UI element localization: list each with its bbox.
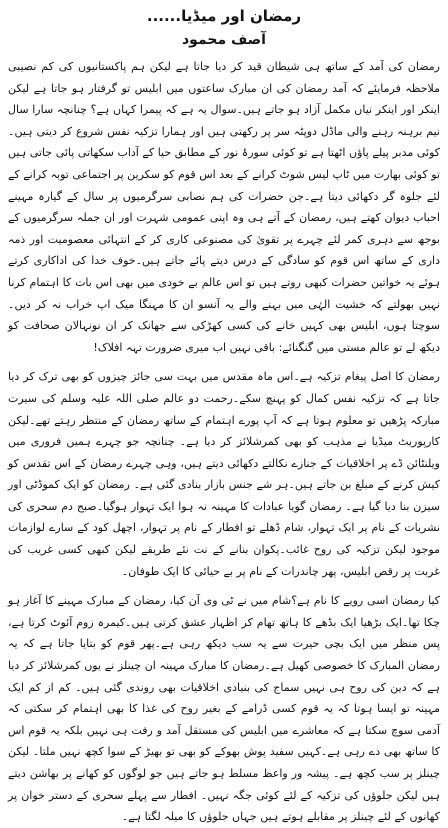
- article-body: [8, 56, 440, 828]
- article-paragraph-3: کیا رمضان اسی رویے کا نام ہے؟شام میں نے ٹی وی آن کیا، رمضان کے مبارک مہینے کا آغاز ہو چکا تھا۔ایک بڑھیا ایک بڈھے کا ہاتھ تھام کر اظہار عشق کرتی ہیں۔کیمرہ زوم آئوٹ کرتا ہے، پس منظر میں ایک بچی حیرت سے یہ سب دیکھ رہی ہے۔پھر قوم کو بتایا جاتا ہے کہ یہ رمضان المبارک کا خصوصی کھیل ہے۔رمضان کا مبارک مہینہ ان چینلز نے یوں کمرشلائز کر دیا ہے کہ دین کی روح ہی نہیں سماج کی بنیادی اخلاقیات بھی روندی گئی ہیں۔ کم از کم ایک مہینہ تو ایسا ہوتا کہ یہ قوم کسی ڈرامے کے بغیر روح کی غذا کا بھی اہتمام کر سکتی کہ آدمی سوچ سکتا ہے کہ معاشرے میں ابلیس کی مستقل آمد و رفت ہی نہیں بلکہ یہ قوم اس کا ساتھ بھی دے رہی ہے۔کہیں سفید پوش بھوکے کو بھی تو بھیڑ کے سوا کچھ نہیں ملتا۔ لیکن چینلز پر سب کچھ ہے۔ پیشہ ور واعظ مسلط ہو جاتے ہیں جو لوگوں کو کھانے پر بھاشن دیتے ہیں لیکن جلوؤں کی تزکیہ کے لئے کوئی جگہ نہیں۔ افطار سے پہلے سحری کے دستر خوان پر کھانوں کے لئے چینلز پر مقابلے ہوتے ہیں جہاں جلوؤں کا میلہ لگتا ہے۔: [8, 594, 440, 824]
- article-title: رمضان اور میڈیا......: [146, 7, 302, 25]
- article-paragraph-1: رمضان کی آمد کے ساتھ ہی شیطان قید کر دیا جاتا ہے لیکن ہم پاکستانیوں کی کم نصیبی ملاحظہ فرمایئے کہ آمد رمضان کی ان مبارک ساعتوں میں ابلیس تو گرفتار ہو جاتا ہے لیکن اینکر اور اینکر نیاں مکمل آزاد ہو جاتے ہیں۔سوال یہ ہے کہ پیمرا کہاں ہے؟ چنانچہ سارا سال نیم برہنہ رہنے والی ماڈل دوپٹہ سر پر رکھتی ہیں اور ہمارا تزکیہ نفس شروع کر دیتی ہیں۔ کوئی مدبر پیلے پاؤں اٹھتا ہے تو کوئی سورۂ نور کے مطابق حیا کے آداب سکھاتی پائی جاتی ہیں تو کوئی بھارت میں ٹاپ لیس شوٹ کرانے کے بعد اس قوم کو سکرین پر اجتماعی توبہ کرانے کے لئے جلوہ گر دکھائی دیتا ہے۔جن حضرات کی ہم نصابی سرگرمیوں پر سال کے گیارہ مہینے احباب دیوان کھتے ہیں، رمضان کے آتے ہی وہ اپنی عمومی شہرت اور ان جملہ سرگرمیوں کے بوجھ سے دہری کمر لئے چہرے پر تقویٰ کی مصنوعی کاری کر کے انتہائی معصومیت اور ذمہ داری کے ساتھ اس قوم کو سادگی کے درس دیتے پائے جاتے ہیں۔خوف خدا کی اداکاری کرتے ہوئے یہ خواتین حضرات کبھی روتے ہیں تو اس عالم بے خودی میں بھی اس بات کا اہتمام کرنا نہیں بھولتے کہ خشیت الہٰی میں بہنے والے یہ آنسو ان کا مہنگا میک اپ خراب نہ کر دیں۔سوچتا ہوں، ابلیس بھی کہیں خانے کی کسی کھڑکی سے جھانک کر ان نونہالان صحافت کو دیکھ لے تو عالم مستی میں گنگنائے: باقی نہیں اب میری ضرورت تہہ افلاک!: [8, 60, 440, 354]
- article-author: آصف محمود: [182, 32, 266, 48]
- article-paragraph-2: رمضان کا اصل پیغام تزکیہ ہے۔اس ماہ مقدس میں بہت سی جائز چیزوں کو بھی ترک کر دیا جاتا ہے کہ تزکیہ نفس کمال کو پہنچ سکے۔رحمت دو عالم صلی اللہ علیہ وسلم کی سیرت مبارکہ پڑھیں تو معلوم ہوتا ہے کہ آپ پورے اہتمام کے ساتھ رمضان کے منتظر رہتے تھے۔لیکن کارپوریٹ میڈیا نے مذہب کو بھی کمرشلائز کر دیا ہے۔ چنانچہ جو چہرے ہمیں فروری میں ویلنٹائن ڈے پر اخلاقیات کے جنازے نکالتے دکھائی دیتے ہیں، وہی چہرے رمضان کے اس تقدس کو کیش کرنے کے مبلغ بن جاتے ہیں۔ہر شے جنس بازار بنادی گئی ہے۔ رمضان کو ایک کموڈٹی اور سیزن بنا دیا گیا ہے۔ رمضان گویا عبادات کا مہینہ نہ ہوا ایک تہوار ہوگیا۔صبح دم سحری کی نشریات کے نام پر ایک تہوار، شام ڈھلے تو افطار کے نام پر تہوار، اچھل کود کے سارے لوازمات موجود لیکن تزکیہ کی روح غائب۔پکوان بنانے کے نت نئے طریقے لیکن کبھی کسی غریب کی غربت پر رقص ابلیس، پھر چاندرات کے نام پر بے حیائی کا ایک طوفان۔: [8, 370, 440, 578]
